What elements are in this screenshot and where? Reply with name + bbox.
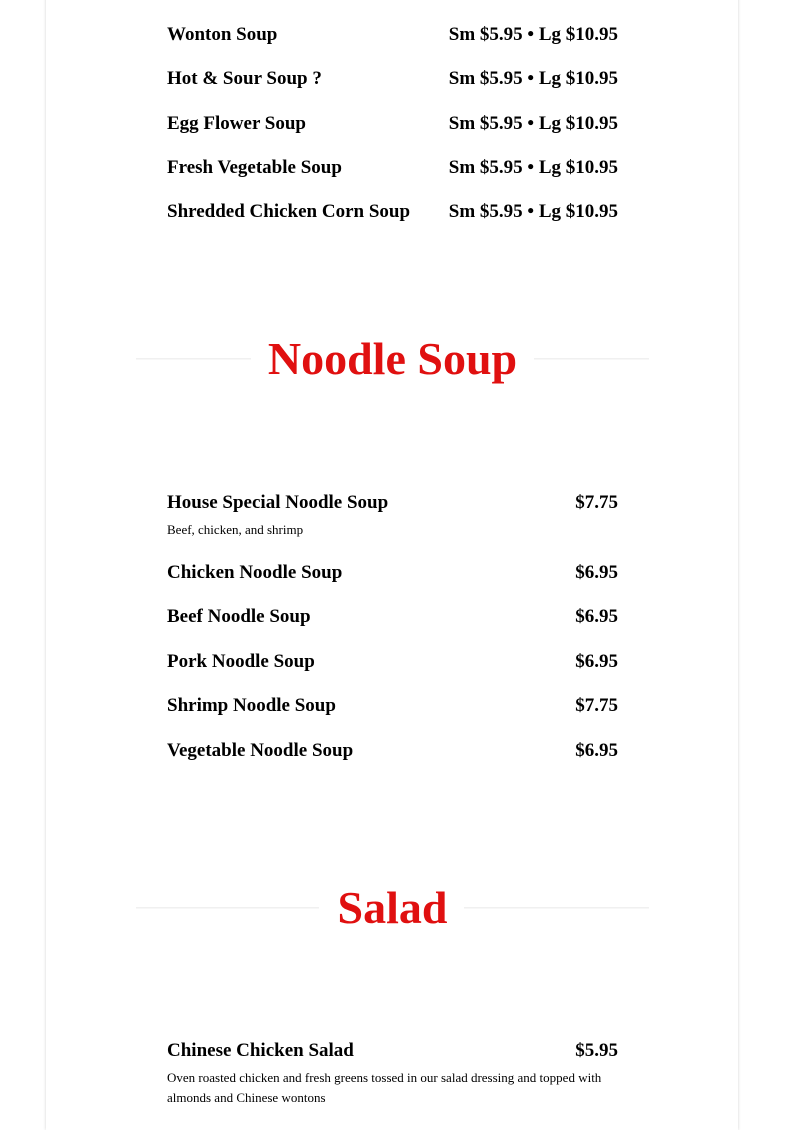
item-name: Pork Noodle Soup	[167, 651, 315, 672]
menu-item	[167, 201, 618, 223]
item-name: Chicken Noodle Soup	[167, 562, 343, 583]
menu-item	[167, 1040, 618, 1108]
item-price: $5.95	[575, 1040, 618, 1061]
item-description: Beef, chicken, and shrimp	[167, 522, 304, 537]
item-description: Oven roasted chicken and fresh greens tossed in our salad dressing and topped with almonds and Chinese wontons	[167, 1070, 602, 1105]
item-price: Sm $5.95 • Lg $10.95	[448, 68, 618, 89]
menu-item	[167, 113, 618, 135]
menu-item	[167, 695, 618, 717]
item-price: Sm $5.95 • Lg $10.95	[448, 24, 618, 45]
menu-item	[167, 562, 618, 584]
item-price: $7.75	[575, 492, 618, 513]
menu-item	[167, 68, 618, 90]
menu-item	[167, 492, 618, 540]
item-name: Shredded Chicken Corn Soup	[167, 201, 411, 222]
item-price: $6.95	[575, 740, 618, 761]
item-name: Egg Flower Soup	[167, 113, 307, 134]
item-price: $6.95	[575, 651, 618, 672]
item-name: Shrimp Noodle Soup	[167, 695, 336, 716]
section-title: Salad	[337, 882, 448, 933]
menu-item	[167, 157, 618, 179]
menu-item	[167, 24, 618, 46]
item-price: Sm $5.95 • Lg $10.95	[448, 113, 618, 134]
item-name: Chinese Chicken Salad	[167, 1040, 354, 1061]
item-price: $6.95	[575, 562, 618, 583]
item-name: Beef Noodle Soup	[167, 606, 311, 627]
section-title: Noodle Soup	[267, 333, 518, 384]
section-header-salad	[136, 878, 649, 938]
item-price: Sm $5.95 • Lg $10.95	[448, 157, 618, 178]
menu-item	[167, 606, 618, 628]
section-header-noodle-soup	[136, 329, 649, 389]
item-name: Hot & Sour Soup ?	[167, 68, 322, 89]
menu-item	[167, 740, 618, 762]
item-name: House Special Noodle Soup	[167, 492, 389, 513]
item-name: Wonton Soup	[167, 24, 278, 45]
item-price: $6.95	[575, 606, 618, 627]
item-name: Fresh Vegetable Soup	[167, 157, 342, 178]
item-name: Vegetable Noodle Soup	[167, 740, 354, 761]
item-price: Sm $5.95 • Lg $10.95	[448, 201, 618, 222]
menu-item	[167, 651, 618, 673]
item-price: $7.75	[575, 695, 618, 716]
